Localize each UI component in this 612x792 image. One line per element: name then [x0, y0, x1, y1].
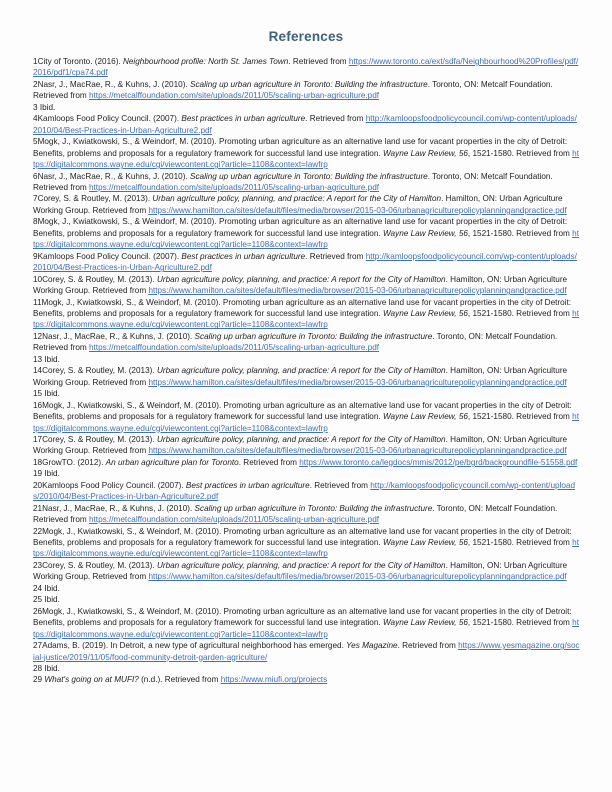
reference-text-tail: , 1521-1580. Retrieved from — [467, 308, 573, 318]
reference-number: 16 — [33, 400, 43, 410]
reference-text: Kamloops Food Policy Council. (2007). — [37, 114, 182, 124]
reference-entry — [33, 560, 580, 583]
reference-link[interactable]: http://kamloopsfoodpolicycouncil.com/wp-content/uploads/2010/04/Best-Practices-in-Urban-Agriculture2.pdf — [33, 251, 577, 273]
reference-text: Corey, S. & Routley, M. (2013). — [42, 274, 157, 284]
reference-number: 29 — [33, 675, 43, 685]
reference-entry — [33, 663, 580, 674]
reference-text: City of Toronto. (2016). — [37, 57, 123, 66]
reference-title-italic: Scaling up urban agriculture in Toronto: Building the infrastructure — [194, 331, 433, 341]
reference-title-italic: Yes Magazine — [346, 641, 398, 651]
reference-entry — [33, 354, 580, 365]
reference-entry — [33, 606, 580, 640]
reference-text-tail: . Retrieved from — [238, 457, 300, 467]
reference-link[interactable]: https://digitalcommons.wayne.edu/cgi/viewcontent.cgi?article=1108&context=lawfrp — [33, 228, 579, 250]
reference-entry — [33, 113, 580, 136]
reference-title-italic: An urban agriculture plan for Toronto — [105, 457, 239, 467]
reference-text: Mogk, J., Kwiatkowski, S., & Weindorf, M. (2010). Promoting urban agriculture as an alternative land use for vacant properties in the city of Detroit: Benefits, problems and proposals for a regulatory framework for successful land use integration. — [33, 217, 568, 238]
reference-entry — [33, 297, 580, 331]
reference-text: Nasr, J., MacRae, R., & Kuhns, J. (2010). — [37, 171, 190, 181]
reference-text: Ibid. — [42, 469, 60, 479]
reference-number: 28 — [33, 664, 43, 674]
reference-number: 25 — [33, 595, 43, 605]
reference-number: 10 — [33, 274, 43, 284]
reference-text-tail: . Hamilton, ON: Urban Agriculture Working Group. Retrieved from — [33, 434, 568, 456]
reference-number: 24 — [33, 583, 43, 593]
reference-entry — [33, 594, 580, 605]
reference-text: Kamloops Food Policy Council. (2007). — [37, 251, 182, 261]
reference-text: Ibid. — [42, 389, 60, 399]
reference-text-tail: . Retrieved from — [397, 641, 459, 651]
reference-entry — [33, 526, 580, 560]
reference-text-tail: . Toronto, ON: Metcalf Foundation. Retrieved from — [33, 503, 558, 525]
reference-text: Ibid. — [42, 354, 60, 364]
reference-number: 14 — [33, 366, 43, 376]
reference-entry — [33, 216, 580, 250]
reference-entry — [33, 388, 580, 399]
reference-number: 6 — [33, 171, 38, 181]
reference-number: 12 — [33, 331, 43, 341]
reference-number: 17 — [33, 434, 43, 444]
reference-entry — [33, 457, 580, 468]
reference-link[interactable]: https://www.hamilton.ca/sites/default/files/media/browser/2015-03-06/urbanagriculturepolicyplanningandpractice.pdf — [148, 572, 567, 582]
reference-text-tail: . Retrieved from — [305, 251, 366, 261]
reference-title-italic: Scaling up urban agriculture in Toronto: Building the infrastructure — [190, 171, 428, 181]
reference-entry — [33, 640, 580, 663]
reference-text: Nasr, J., MacRae, R., & Kuhns, J. (2010). — [42, 331, 195, 341]
reference-title-italic: Best practices in urban agriculture — [181, 251, 306, 261]
reference-text-tail: , 1521-1580. Retrieved from — [467, 618, 573, 628]
reference-title-italic: Scaling up urban agriculture in Toronto: Building the infrastructure — [194, 503, 433, 513]
reference-entry — [33, 468, 580, 479]
reference-title-italic: Wayne Law Review, 56 — [382, 228, 468, 238]
reference-link[interactable]: https://digitalcommons.wayne.edu/cgi/viewcontent.cgi?article=1108&context=lawfrp — [33, 538, 579, 559]
reference-entry — [33, 274, 580, 297]
reference-entry — [33, 251, 580, 274]
reference-link[interactable]: https://www.hamilton.ca/sites/default/files/media/browser/2015-03-06/urbanagriculturepolicyplanningandpractice.pdf — [148, 446, 567, 456]
reference-text: Mogk, J., Kwiatkowski, S., & Weindorf, M. (2010). Promoting urban agriculture as an alternative land use for vacant properties in the city of Detroit: Benefits, problems and proposals for a regulatory framework for successful land use integration. — [33, 606, 572, 628]
reference-entry — [33, 193, 580, 216]
reference-text: Kamloops Food Policy Council. (2007). — [42, 480, 186, 490]
reference-link[interactable]: https://www.yesmagazine.org/social-justice/2019/11/05/food-community-detroit-garden-agriculture/ — [33, 641, 580, 662]
reference-title-italic: Wayne Law Review, 56 — [382, 412, 468, 422]
reference-number: 4 — [33, 114, 38, 124]
reference-link[interactable]: https://www.toronto.ca/legdocs/mmis/2012/pe/bgrd/backgroundfile-51558.pdf — [299, 457, 578, 467]
reference-number: 13 — [33, 354, 43, 364]
reference-number: 2 — [33, 79, 38, 89]
reference-number: 22 — [33, 526, 43, 536]
reference-link[interactable]: http://kamloopsfoodpolicycouncil.com/wp-content/uploads/2010/04/Best-Practices-in-Urban-Agriculture2.pdf — [33, 480, 576, 502]
reference-link[interactable]: https://www.toronto.ca/ext/sdfa/Neighbourhood%20Profiles/pdf/2016/pdf1/cpa74.pdf — [33, 57, 579, 78]
reference-text: Ibid. — [42, 583, 60, 593]
reference-title-italic: What's going on at MUFI? — [44, 675, 139, 685]
reference-text: Mogk, J., Kwiatkowski, S., & Weindorf, M. (2010). Promoting urban agriculture as an alternative land use for vacant properties in the city of Detroit: Benefits, problems and proposals for a regulatory framework for successful land use integration. — [33, 400, 572, 422]
reference-entry — [33, 480, 580, 503]
reference-link[interactable]: https://www.hamilton.ca/sites/default/files/media/browser/2015-03-06/urbanagriculturepolicyplanningandpractice.pdf — [148, 286, 567, 296]
reference-number: 27 — [33, 641, 43, 651]
reference-entry — [33, 400, 580, 434]
reference-text-tail: , 1521-1580. Retrieved from — [467, 228, 573, 238]
reference-text: GrowTO. (2012). — [42, 457, 106, 467]
reference-text: Corey, S. & Routley, M. (2013). — [42, 560, 157, 570]
reference-number: 11 — [33, 297, 42, 307]
reference-link[interactable]: https://metcalffoundation.com/site/uploads/2011/05/scaling-urban-agriculture.pdf — [88, 91, 380, 101]
reference-title-italic: Urban agriculture policy, planning, and practice: A report for the City of Hamilton — [156, 434, 446, 444]
reference-number: 7 — [33, 194, 38, 204]
reference-text: Mogk, J., Kwiatkowski, S., & Weindorf, M. (2010). Promoting urban agriculture as an alternative land use for vacant properties in the city of Detroit: Benefits, problems and proposals for a regulatory framework for successful land use integration. — [33, 137, 568, 158]
reference-text: Ibid. — [42, 595, 60, 605]
reference-link[interactable]: https://metcalffoundation.com/site/uploads/2011/05/scaling-urban-agriculture.pdf — [88, 182, 380, 192]
reference-text: Mogk, J., Kwiatkowski, S., & Weindorf, M. (2010). Promoting urban agriculture as an alternative land use for vacant properties in the city of Detroit: Benefits, problems and proposals for a regulatory framework for successful land use integration. — [33, 526, 572, 548]
reference-number: 5 — [33, 137, 38, 147]
reference-entry — [33, 674, 580, 685]
reference-title-italic: Urban agriculture policy, planning, and practice: A report for the City of Hamilton — [156, 274, 446, 284]
reference-link[interactable]: https://metcalffoundation.com/site/uploads/2011/05/scaling-urban-agriculture.pdf — [88, 515, 380, 525]
reference-title-italic: Wayne Law Review, 56 — [382, 538, 468, 548]
reference-text: Mogk, J., Kwiatkowski, S., & Weindorf, M. (2010). Promoting urban agriculture as an alternative land use for vacant properties in the city of Detroit: Benefits, problems and proposals for a regulatory framework for successful land use integration. — [33, 297, 572, 318]
reference-text-tail: , 1521-1580. Retrieved from — [467, 148, 573, 158]
reference-text-tail: . Hamilton, ON: Urban Agriculture Working Group. Retrieved from — [33, 194, 563, 215]
reference-title-italic: Neighbourhood profile: North St. James Town — [122, 57, 289, 66]
reference-entry — [33, 56, 580, 79]
reference-text-tail: , 1521-1580. Retrieved from — [467, 412, 573, 422]
reference-entry — [33, 434, 580, 457]
reference-text: Ibid. — [37, 102, 56, 112]
reference-title-italic: Urban agriculture policy, planning, and practice: A report for the City of Hamilton — [152, 194, 442, 204]
reference-text-tail: . Toronto, ON: Metcalf Foundation. Retrieved from — [33, 331, 558, 353]
references-list — [33, 56, 580, 686]
reference-entry — [33, 583, 580, 594]
reference-link[interactable]: http://kamloopsfoodpolicycouncil.com/wp-content/uploads/2010/04/Best-Practices-in-Urban-Agriculture2.pdf — [33, 114, 577, 135]
reference-entry — [33, 171, 580, 194]
reference-title-italic: Wayne Law Review, 56 — [382, 148, 468, 158]
reference-number: 15 — [33, 389, 43, 399]
reference-link[interactable]: https://www.miufi.org/projects — [220, 675, 328, 685]
reference-text: Corey, S. & Routley, M. (2013). — [42, 366, 157, 376]
reference-entry — [33, 136, 580, 170]
reference-text: Nasr, J., MacRae, R., & Kuhns, J. (2010). — [37, 79, 190, 89]
reference-entry — [33, 365, 580, 388]
reference-number: 20 — [33, 480, 43, 490]
reference-title-italic: Best practices in urban agriculture — [181, 114, 306, 124]
reference-text-tail: . Retrieved from — [305, 114, 366, 124]
reference-entry — [33, 102, 580, 113]
reference-link[interactable]: https://digitalcommons.wayne.edu/cgi/viewcontent.cgi?article=1108&context=lawfrp — [33, 148, 579, 170]
reference-number: 8 — [33, 217, 38, 227]
reference-text-tail: . Toronto, ON: Metcalf Foundation. Retrieved from — [33, 171, 553, 192]
reference-text: Adams, B. (2019). In Detroit, a new type of agricultural neighborhood has emerged. — [42, 641, 347, 651]
reference-text-tail: . Retrieved from — [288, 57, 349, 66]
reference-link[interactable]: https://digitalcommons.wayne.edu/cgi/viewcontent.cgi?article=1108&context=lawfrp — [33, 618, 579, 639]
page-title: References — [268, 29, 344, 44]
reference-title-italic: Urban agriculture policy, planning, and practice: A report for the City of Hamilton — [156, 366, 446, 376]
reference-text-tail: . Hamilton, ON: Urban Agriculture Working Group. Retrieved from — [33, 560, 568, 582]
reference-text-tail: . Toronto, ON: Metcalf Foundation. Retrieved from — [33, 79, 553, 101]
reference-text: Corey, S. & Routley, M. (2013). — [37, 194, 153, 204]
reference-text-tail: (n.d.). Retrieved from — [138, 675, 221, 685]
reference-title-italic: Wayne Law Review, 56 — [382, 308, 468, 318]
reference-number: 1 — [33, 57, 38, 66]
reference-text-tail: . Hamilton, ON: Urban Agriculture Working Group. Retrieved from — [33, 366, 568, 387]
reference-link[interactable]: https://metcalffoundation.com/site/uploads/2011/05/scaling-urban-agriculture.pdf — [88, 343, 380, 353]
reference-entry — [33, 331, 580, 354]
reference-link[interactable]: https://digitalcommons.wayne.edu/cgi/viewcontent.cgi?article=1108&context=lawfrp — [33, 412, 579, 433]
reference-title-italic: Best practices in urban agriculture — [185, 480, 310, 490]
reference-title-italic: Wayne Law Review, 56 — [382, 618, 468, 628]
reference-number: 18 — [33, 457, 43, 467]
reference-number: 19 — [33, 469, 43, 479]
reference-number: 9 — [33, 251, 38, 261]
reference-link[interactable]: https://www.hamilton.ca/sites/default/files/media/browser/2015-03-06/urbanagriculturepolicyplanningandpractice.pdf — [148, 377, 567, 387]
reference-text-tail: . Hamilton, ON: Urban Agriculture Working Group. Retrieved from — [33, 274, 568, 296]
reference-number: 23 — [33, 560, 43, 570]
reference-number: 3 — [33, 102, 38, 112]
reference-text-tail: , 1521-1580. Retrieved from — [467, 538, 573, 548]
reference-text: Corey, S. & Routley, M. (2013). — [42, 434, 157, 444]
reference-link[interactable]: https://www.hamilton.ca/sites/default/files/media/browser/2015-03-06/urbanagriculturepolicyplanningandpractice.pdf — [148, 205, 567, 215]
reference-text: Nasr, J., MacRae, R., & Kuhns, J. (2010). — [42, 503, 195, 513]
reference-text-tail: . Retrieved from — [309, 480, 371, 490]
reference-number: 21 — [33, 503, 43, 513]
reference-title-italic: Scaling up urban agriculture in Toronto: Building the infrastructure — [190, 79, 428, 89]
reference-entry — [33, 503, 580, 526]
reference-number: 26 — [33, 606, 43, 616]
reference-text: Ibid. — [42, 664, 60, 674]
reference-entry — [33, 79, 580, 102]
reference-link[interactable]: https://digitalcommons.wayne.edu/cgi/viewcontent.cgi?article=1108&context=lawfrp — [33, 308, 579, 330]
reference-title-italic: Urban agriculture policy, planning, and practice: A report for the City of Hamilton — [156, 560, 446, 570]
